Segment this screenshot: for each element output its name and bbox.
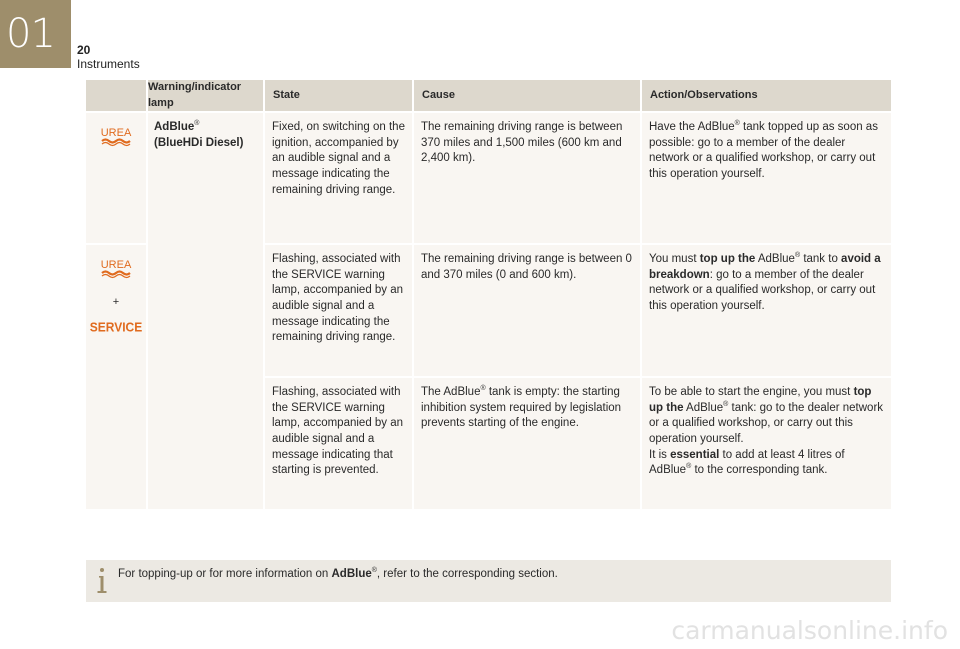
table-header-row	[86, 80, 891, 111]
row2-action	[642, 243, 891, 376]
row3-action-text-a: To be able to start the engine, you must	[649, 386, 854, 399]
info-note-text	[118, 568, 558, 580]
row2-action-text-c: AdBlue	[755, 253, 795, 266]
lamp-reg-mark: ®	[194, 120, 200, 128]
header-cause: Cause	[414, 80, 642, 111]
plus-sign: +	[112, 295, 120, 308]
row2-action-bold-1: top up the	[699, 253, 756, 266]
row3-action-reg: ®	[723, 400, 729, 408]
urea-icon	[100, 125, 132, 147]
page-number: 20	[77, 43, 91, 57]
row2-cause: The remaining driving range is between 0 and 370 miles (0 and 600 km).	[414, 243, 642, 376]
row1-state: Fixed, on switching on the ignition, accompanied by an audible signal and a message indicating the remaining driving range.	[265, 111, 414, 243]
row3-action-text-f: to add at least 4 litres of AdBlue	[649, 448, 845, 477]
lamp-name-cell	[148, 111, 265, 509]
row2-action-bold-2: avoid a breakdown	[649, 253, 881, 281]
note-text-a: For topping-up or for more information on	[118, 568, 332, 580]
row3-action-reg-2: ®	[686, 463, 692, 471]
header-state: State	[265, 80, 414, 111]
watermark: carmanualsonline.info	[671, 616, 948, 645]
row1-action-text-a: Have the AdBlue	[649, 121, 735, 134]
row1-action	[642, 111, 891, 243]
header-warning-lamp: Warning/indicator lamp	[148, 80, 265, 111]
row1-icon-cell	[86, 111, 148, 243]
note-reg-mark: ®	[371, 567, 377, 575]
row2-action-reg: ®	[794, 252, 801, 260]
urea-icon-text: UREA	[100, 127, 132, 140]
header-icon-spacer	[86, 80, 148, 111]
row1-action-text-b: tank topped up as soon as possible: go to a member of the dealer network or a qualified workshop, or carry out this operation yourself.	[649, 121, 878, 180]
table-row	[86, 111, 891, 243]
row3-action-text-e: It is	[649, 448, 671, 461]
row3-cause-text-b: tank is empty: the starting inhibition system required by legislation prevents starting of the engine.	[421, 386, 622, 430]
row3-cause	[414, 376, 642, 509]
row3-action-bold-2: essential	[670, 448, 720, 461]
note-text-c: , refer to the corresponding section.	[376, 568, 558, 580]
row3-action-text-g: to the corresponding tank.	[691, 464, 828, 477]
note-text-bold: AdBlue	[331, 568, 372, 580]
lamp-name: AdBlue	[154, 121, 195, 134]
warning-lamp-table	[86, 80, 891, 509]
urea-icon	[100, 257, 132, 279]
info-icon	[96, 566, 108, 596]
row2-action-text-d: tank to	[800, 253, 842, 266]
row3-cause-reg: ®	[480, 385, 486, 393]
row2-action-text-e: : go to a member of the dealer network or a qualified workshop, or carry out this operation yourself.	[649, 268, 876, 312]
service-icon: SERVICE	[89, 319, 143, 335]
lamp-variant: (BlueHDi Diesel)	[154, 136, 244, 149]
row3-action-text-d: tank: go to the dealer network or a qualified workshop, or carry out this operation yourself.	[649, 401, 884, 445]
row2-state: Flashing, associated with the SERVICE warning lamp, accompanied by an audible signal and a message indicating the remaining driving range.	[265, 243, 414, 376]
info-note	[86, 560, 891, 602]
row1-cause: The remaining driving range is between 370 miles and 1,500 miles (600 km and 2,400 km).	[414, 111, 642, 243]
urea-icon-text: UREA	[100, 259, 132, 272]
row3-action-text-c: AdBlue	[683, 401, 724, 414]
row3-state: Flashing, associated with the SERVICE warning lamp, accompanied by an audible signal and a message indicating that starting is prevented.	[265, 376, 414, 509]
row3-action	[642, 376, 891, 509]
row3-action-bold-1: top up the	[649, 386, 872, 414]
chapter-number: 01	[6, 11, 55, 57]
header-action: Action/Observations	[642, 80, 891, 111]
chapter-tab	[0, 0, 71, 68]
row2-icon-cell	[86, 243, 148, 509]
row3-cause-text-a: The AdBlue	[421, 386, 481, 399]
section-title: Instruments	[77, 57, 140, 71]
row2-action-text-a: You must	[649, 253, 700, 266]
row1-action-reg: ®	[734, 120, 740, 128]
